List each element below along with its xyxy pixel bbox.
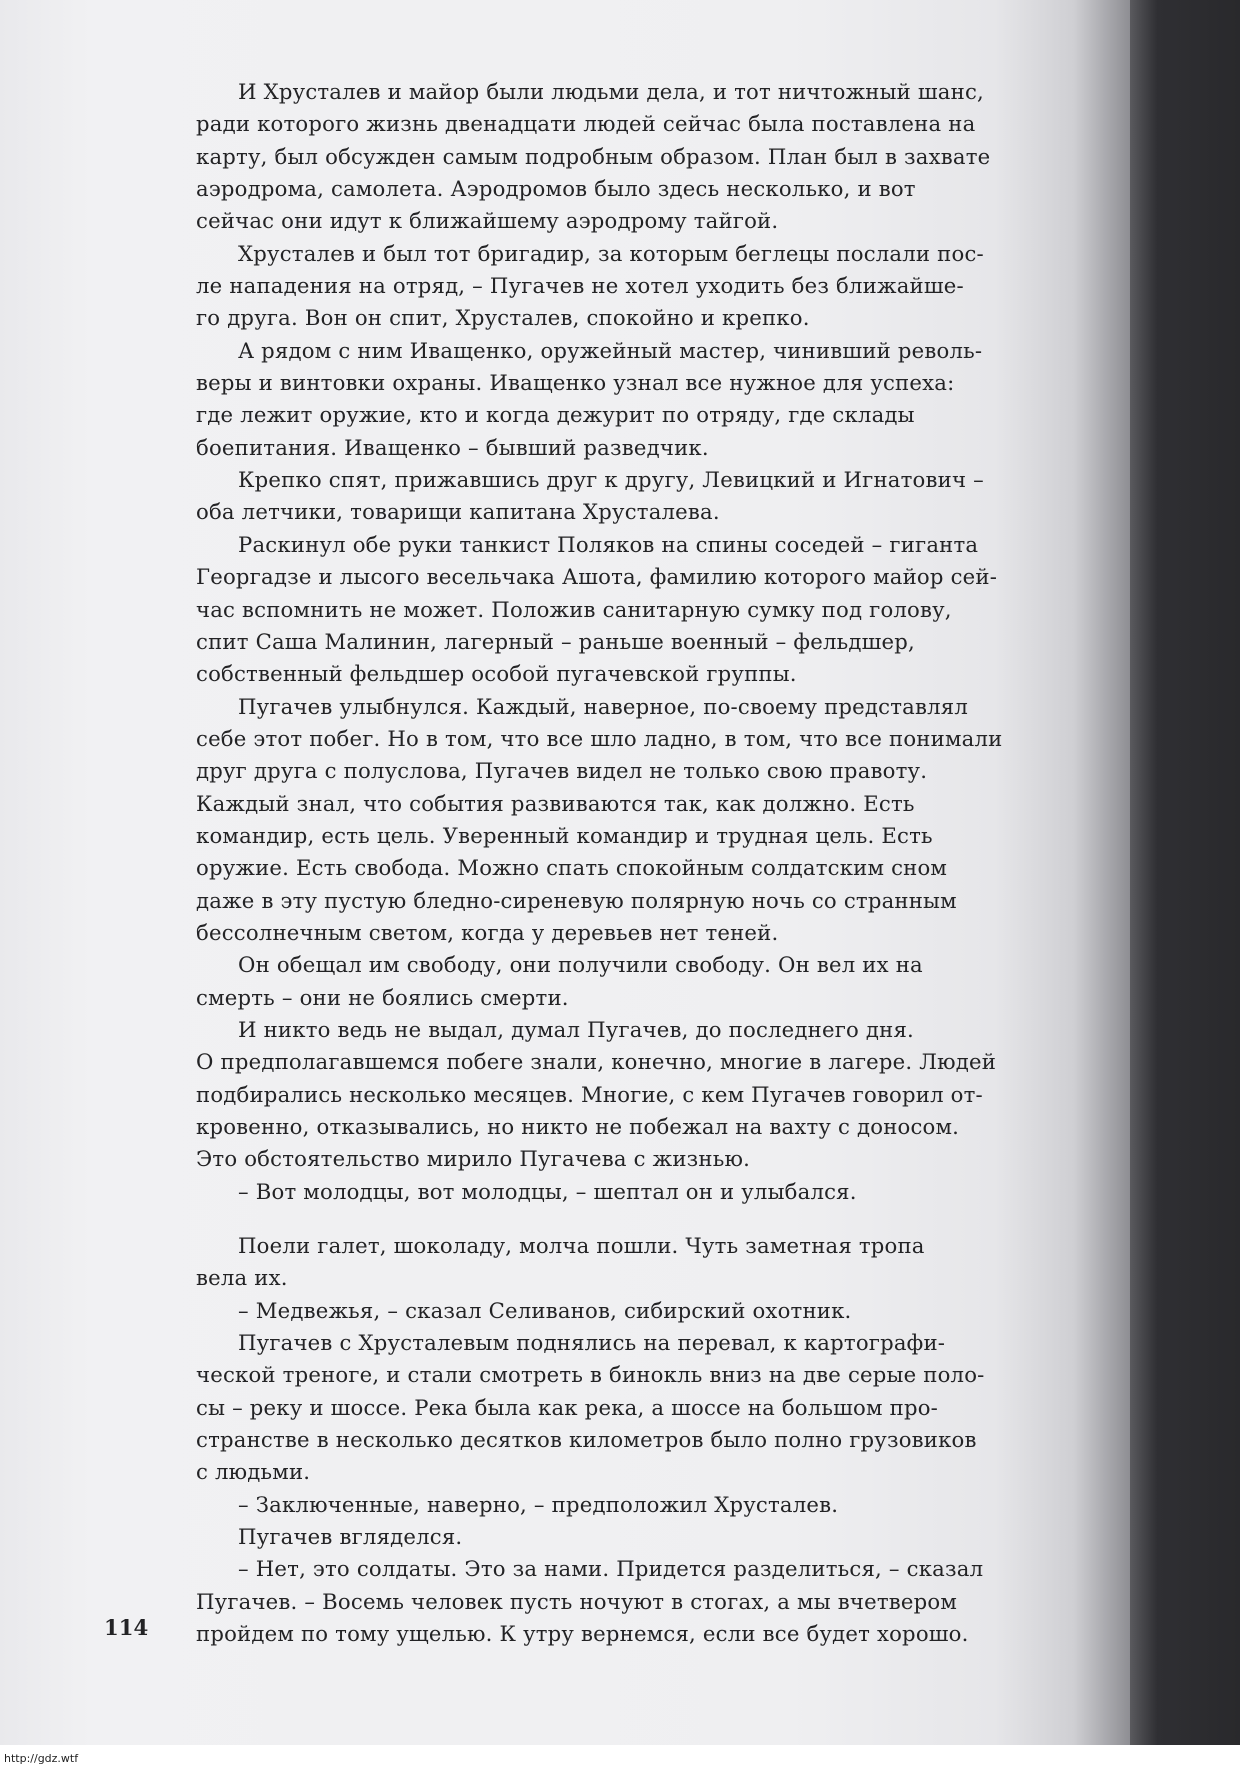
text-line: пройдем по тому ущелью. К утру вернемся, если все будет хорошо. xyxy=(196,1621,969,1647)
text-line: Поели галет, шоколаду, молча пошли. Чуть заметная тропа xyxy=(238,1233,925,1259)
text-line: час вспомнить не может. Положив санитарную сумку под голову, xyxy=(196,596,952,622)
text-line: собственный фельдшер особой пугачевской группы. xyxy=(196,661,797,687)
text-line: Георгадзе и лысого весельчака Ашота, фамилию которого майор сей- xyxy=(196,564,998,590)
text-line: аэродрома, самолета. Аэродромов было здесь несколько, и вот xyxy=(196,176,916,202)
text-line: – Заключенные, наверно, – предположил Хрусталев. xyxy=(238,1491,839,1517)
text-line: О предполагавшемся побеге знали, конечно, многие в лагере. Людей xyxy=(196,1049,997,1075)
text-line: странстве в несколько десятков километров было полно грузовиков xyxy=(196,1427,977,1453)
text-line: спит Саша Малинин, лагерный – раньше военный – фельдшер, xyxy=(196,628,915,654)
text-line: Пугачев. – Восемь человек пусть ночуют в стогах, а мы вчетвером xyxy=(196,1588,958,1614)
text-line: ради которого жизнь двенадцати людей сейчас была поставлена на xyxy=(196,111,976,137)
text-line: Пугачев с Хрусталевым поднялись на перевал, к картографи- xyxy=(238,1330,946,1356)
text-line: Это обстоятельство мирило Пугачева с жизнью. xyxy=(196,1146,751,1172)
text-line: друг друга с полуслова, Пугачев видел не только свою правоту. xyxy=(196,758,928,784)
text-line: себе этот побег. Но в том, что все шло ладно, в том, что все понимали xyxy=(196,725,1003,751)
text-line: – Вот молодцы, вот молодцы, – шептал он и улыбался. xyxy=(238,1178,857,1204)
paragraph-gap xyxy=(196,1208,1096,1230)
text-line: Каждый знал, что события развиваются так, как должно. Есть xyxy=(196,790,915,816)
text-line: Он обещал им свободу, они получили свободу. Он вел их на xyxy=(238,952,923,978)
text-line: А рядом с ним Иващенко, оружейный мастер, чинивший револь- xyxy=(238,337,983,363)
text-line: веры и винтовки охраны. Иващенко узнал все нужное для успеха: xyxy=(196,370,955,396)
text-line: го друга. Вон он спит, Хрусталев, спокойно и крепко. xyxy=(196,305,810,331)
text-line: Пугачев вгляделся. xyxy=(238,1524,463,1550)
text-line: кровенно, отказывались, но никто не побежал на вахту с доносом. xyxy=(196,1114,960,1139)
text-line: подбирались несколько месяцев. Многие, с кем Пугачев говорил от- xyxy=(196,1081,983,1107)
text-line: даже в эту пустую бледно-сиреневую полярную ночь со странным xyxy=(196,887,957,913)
text-line: где лежит оружие, кто и когда дежурит по отряду, где склады xyxy=(196,402,915,428)
text-line: командир, есть цель. Уверенный командир и трудная цель. Есть xyxy=(196,822,933,848)
text-line: с людьми. xyxy=(196,1459,311,1485)
text-line: И никто ведь не выдал, думал Пугачев, до последнего дня. xyxy=(238,1016,914,1042)
text-line: боепитания. Иващенко – бывший разведчик. xyxy=(196,434,709,460)
text-line: Крепко спят, прижавшись друг к другу, Левицкий и Игнатович – xyxy=(238,467,984,493)
source-watermark[interactable]: http://gdz.wtf xyxy=(4,1752,79,1765)
text-line: смерть – они не боялись смерти. xyxy=(196,984,569,1010)
text-line: сы – реку и шоссе. Река была как река, а шоссе на большом про- xyxy=(196,1394,939,1420)
book-spine-shadow xyxy=(1130,0,1240,1745)
text-line: бессолнечным светом, когда у деревьев нет теней. xyxy=(196,919,779,945)
page-text xyxy=(196,76,1096,1651)
page-number: 114 xyxy=(104,1615,149,1640)
text-line: оба летчики, товарищи капитана Хрусталева. xyxy=(196,499,720,525)
text-line: оружие. Есть свобода. Можно спать спокойным солдатским сном xyxy=(196,855,948,881)
text-line: карту, был обсужден самым подробным образом. План был в захвате xyxy=(196,143,991,169)
footer-strip xyxy=(0,1745,1240,1771)
text-line: Хрусталев и был тот бригадир, за которым беглецы послали пос- xyxy=(238,240,984,266)
text-line: И Хрусталев и майор были людьми дела, и тот ничтожный шанс, xyxy=(238,79,984,104)
text-line: – Нет, это солдаты. Это за нами. Придется разделиться, – сказал xyxy=(238,1556,984,1582)
text-line: вела их. xyxy=(196,1265,288,1291)
text-line: ле нападения на отряд, – Пугачев не хотел уходить без ближайше- xyxy=(196,273,964,299)
text-line: Пугачев улыбнулся. Каждый, наверное, по-своему представлял xyxy=(238,693,968,719)
text-line: Раскинул обе руки танкист Поляков на спины соседей – гиганта xyxy=(238,531,979,557)
text-line: сейчас они идут к ближайшему аэродрому тайгой. xyxy=(196,208,779,234)
text-line: – Медвежья, – сказал Селиванов, сибирский охотник. xyxy=(238,1297,852,1323)
text-line: ческой треноге, и стали смотреть в бинокль вниз на две серые поло- xyxy=(196,1362,985,1388)
